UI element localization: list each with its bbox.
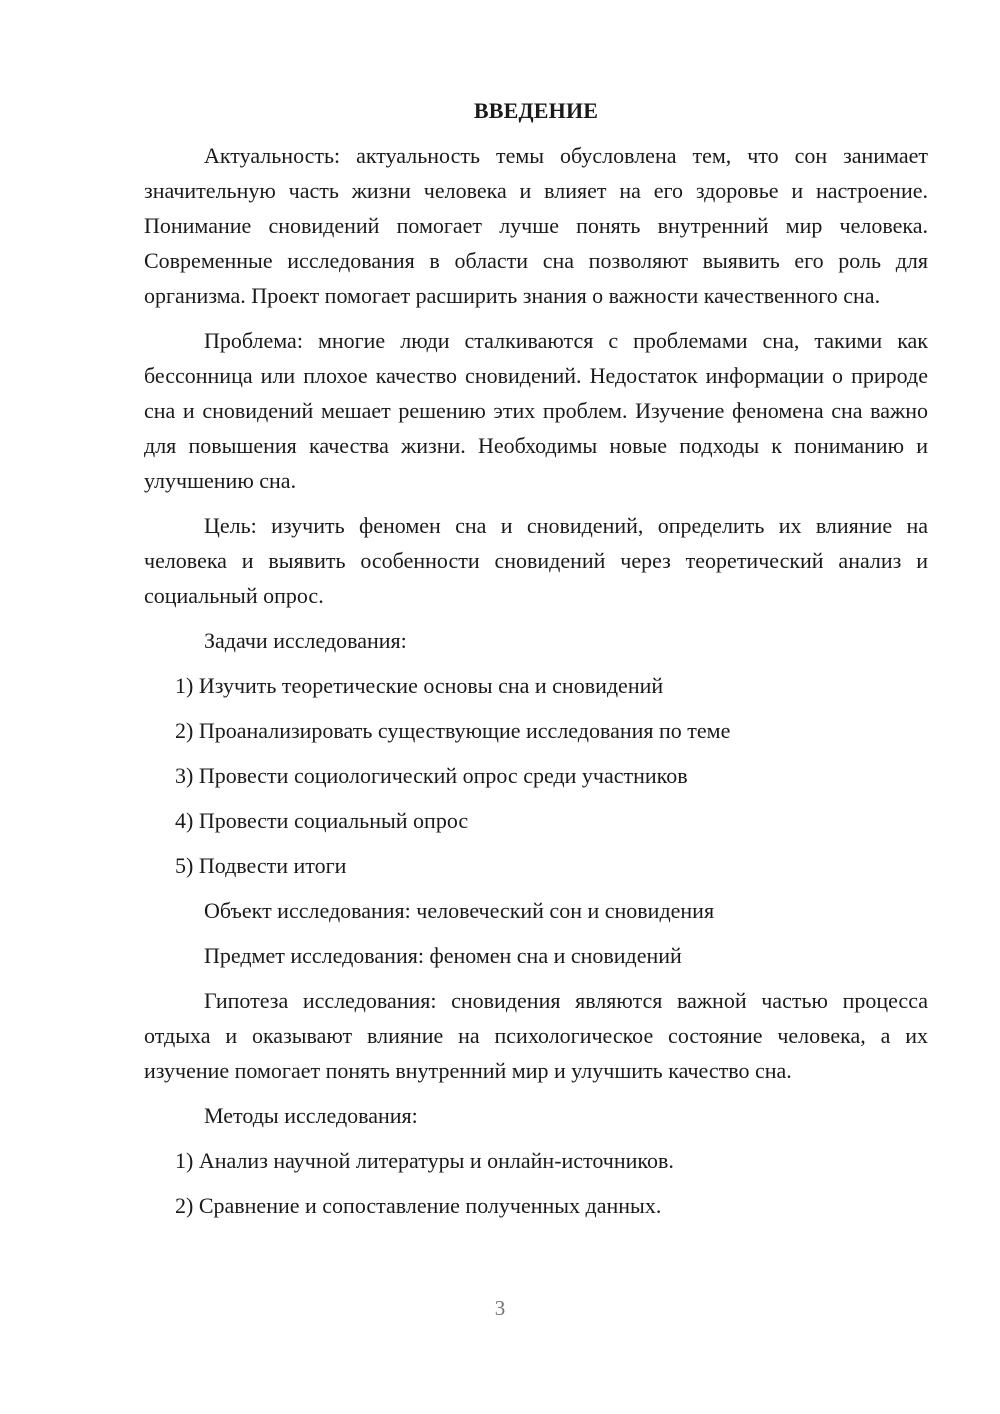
list-item: 2) Проанализировать существующие исследования по теме xyxy=(175,718,731,743)
subject-paragraph: Предмет исследования: феномен сна и сновидений xyxy=(204,943,682,968)
goal-paragraph: Цель: изучить феномен сна и сновидений, определить их влияние на человека и выявить особенности сновидений через теоретический анализ и социальный опрос. xyxy=(144,513,928,608)
list-item: 3) Провести социологический опрос среди участников xyxy=(175,763,688,788)
list-item: 1) Изучить теоретические основы сна и сновидений xyxy=(175,673,664,698)
problem-paragraph: Проблема: многие люди сталкиваются с проблемами сна, такими как бессонница или плохое качество сновидений. Недостаток информации о природе сна и сновидений мешает решению этих проблем. Изучение феномена сна важно для повышения качества жизни. Необходимы новые подходы к пониманию и улучшению сна. xyxy=(144,328,928,493)
list-item: 5) Подвести итоги xyxy=(175,853,347,878)
object-paragraph: Объект исследования: человеческий сон и сновидения xyxy=(204,898,715,923)
tasks-list xyxy=(144,668,928,883)
methods-list xyxy=(144,1143,928,1223)
hypothesis-paragraph: Гипотеза исследования: сновидения являются важной частью процесса отдыха и оказывают влияние на психологическое состояние человека, а их изучение помогает понять внутренний мир и улучшить качество сна. xyxy=(144,988,928,1083)
page-title: ВВЕДЕНИЕ xyxy=(473,98,599,123)
methods-heading: Методы исследования: xyxy=(204,1103,418,1128)
list-item: 2) Сравнение и сопоставление полученных данных. xyxy=(175,1193,662,1218)
list-item: 4) Провести социальный опрос xyxy=(175,808,469,833)
relevance-paragraph: Актуальность: актуальность темы обусловлена тем, что сон занимает значительную часть жизни человека и влияет на его здоровье и настроение. Понимание сновидений помогает лучше понять внутренний мир человека. Современные исследования в области сна позволяют выявить его роль для организма. Проект помогает расширить знания о важности качественного сна. xyxy=(144,143,928,308)
document-page xyxy=(144,96,928,1233)
list-item: 1) Анализ научной литературы и онлайн-источников. xyxy=(175,1148,674,1173)
tasks-heading: Задачи исследования: xyxy=(204,628,407,653)
page-number: 3 xyxy=(494,1296,506,1320)
